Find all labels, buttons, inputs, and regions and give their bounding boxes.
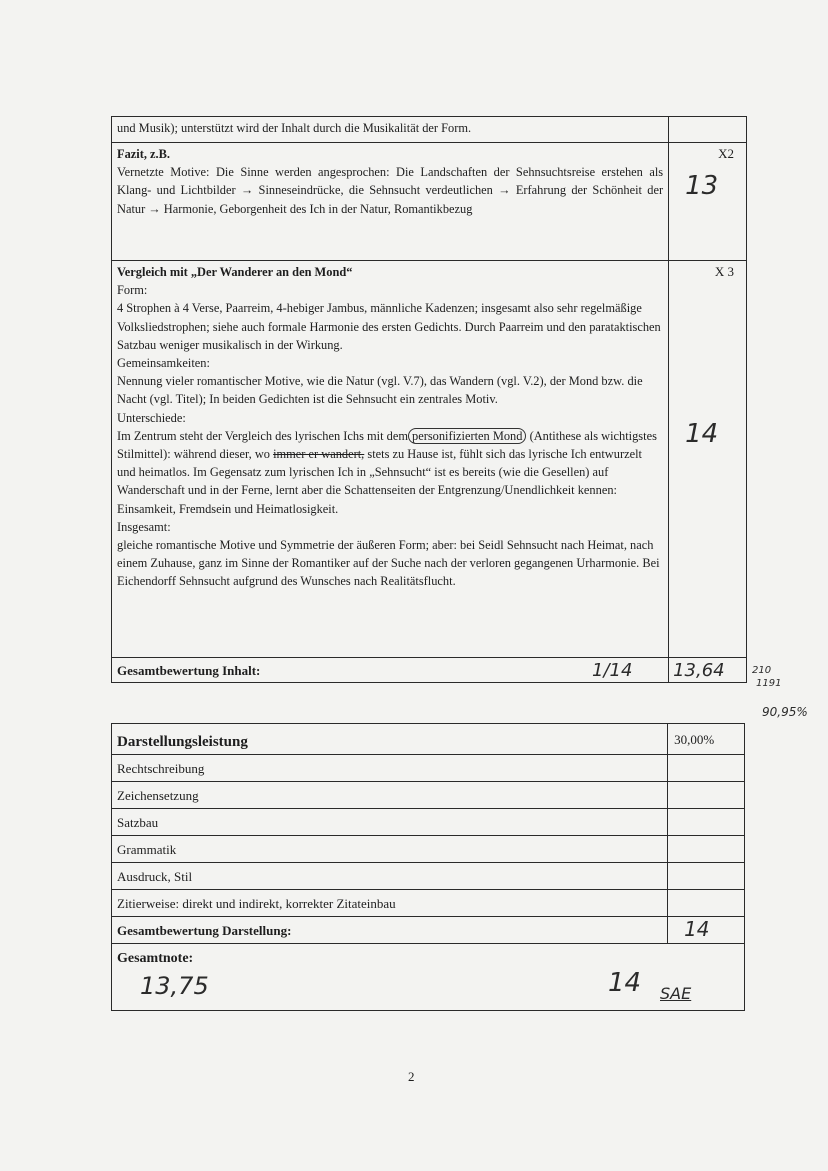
margin-note-1: 210 [752, 665, 772, 676]
content-total-label: Gesamtbewertung Inhalt: [117, 663, 261, 678]
table-row [112, 782, 745, 809]
gemeinsamkeiten-label: Gemeinsamkeiten: [117, 356, 210, 371]
vergleich-heading: Vergleich mit „Der Wanderer an den Mond“ [117, 265, 353, 279]
criterion-label: Grammatik [117, 842, 177, 857]
criterion-label: Ausdruck, Stil [117, 869, 193, 884]
grader-initials: SAE [660, 984, 692, 1003]
table-row [112, 724, 745, 755]
table-row [112, 836, 745, 863]
form-text: 4 Strophen à 4 Verse, Paarreim, 4-hebiger Jambus, männliche Kadenzen; insgesamt also sehr regelmäßige Volksliedstrophen; siehe auch formale Harmonie des ersten Gedichts. Durch Paarreim und den parataktischen Satzbau weniger musikalisch in der Wirkung. [117, 301, 661, 352]
presentation-total-label: Gesamtbewertung Darstellung: [117, 923, 292, 938]
table-row [112, 809, 745, 836]
insgesamt-label: Insgesamt: [117, 519, 171, 534]
criterion-label: Zeichensetzung [117, 788, 199, 803]
content-total-score: 13,64 [673, 660, 725, 681]
page-number: 2 [408, 1069, 415, 1084]
table-row [112, 944, 745, 1011]
final-grade-right: 14 [608, 968, 642, 998]
darstellung-heading: Darstellungsleistung [117, 734, 248, 750]
insgesamt-text: gleiche romantische Motive und Symmetrie der äußeren Form; aber: bei Seidl Sehnsucht nach Heimat, nach einem Zuhause, ganz im Sinne der Romantiker auf der Suche nach der verloren gegangenen Urharmonie. Bei Eichendorff Sehnsucht aufgrund des Wunsches nach Realitätsflucht. [117, 538, 660, 589]
table-row [112, 890, 745, 917]
intro-text: und Musik); unterstützt wird der Inhalt durch die Musikalität der Form. [117, 121, 472, 135]
margin-note-3: 90,95% [762, 705, 808, 719]
gemeinsamkeiten-text: Nennung vieler romantischer Motive, wie die Natur (vgl. V.7), das Wandern (vgl. V.2), der Mond bzw. die Nacht (vgl. Titel); In beiden Gedichten ist die Sehnsucht ein zentrales Motiv. [117, 374, 643, 407]
content-total-handwritten: 1/14 [592, 660, 633, 681]
table-row [112, 658, 747, 683]
margin-note-2: 1191 [756, 678, 782, 689]
circled-annotation: personifizierten Mond [408, 428, 526, 444]
table-row [112, 117, 747, 143]
darstellung-percent: 30,00% [674, 732, 715, 747]
fazit-weight: X2 [718, 146, 734, 161]
presentation-total-score: 14 [684, 917, 710, 941]
table-row [112, 863, 745, 890]
fazit-body: Vernetzte Motive: Die Sinne werden angesprochen: Die Landschaften der Sehnsuchtsreise erstehen als Klang- und Lichtbilder → Sinneseindrücke, die Sehnsucht verdeutlichen → Erfahrung der Schönheit der Natur → Harmonie, Geborgenheit des Ich in der Natur, Romantikbezug [117, 165, 664, 216]
criterion-label: Satzbau [117, 815, 159, 830]
table-row [112, 755, 745, 782]
criterion-label: Zitierweise: direkt und indirekt, korrekter Zitateinbau [117, 896, 396, 911]
table-row [112, 261, 747, 658]
unterschiede-label: Unterschiede: [117, 410, 186, 425]
vergleich-handwritten-score: 14 [685, 419, 719, 449]
table-row [112, 143, 747, 261]
criterion-label: Rechtschreibung [117, 761, 205, 776]
fazit-heading: Fazit, z.B. [117, 147, 170, 161]
form-label: Form: [117, 283, 148, 298]
final-grade-label: Gesamtnote: [117, 951, 194, 966]
fazit-handwritten-score: 13 [685, 171, 719, 201]
vergleich-weight: X 3 [714, 264, 734, 279]
struck-text: immer er wandert, [273, 447, 365, 462]
content-grading-table [111, 116, 747, 683]
table-row [112, 917, 745, 944]
unterschiede-text: Im Zentrum steht der Vergleich des lyrischen Ichs mit dem personifizierten Mond (Antithese als wichtigstes Stilmittel): während dieser, wo immer er wandert, stets zu Hause ist, fühlt sich das lyrische Ich entwurzelt und heimatlos. Im Gegensatz zum lyrischen Ich in „Sehnsucht“ ist es bereits (wie die Gesellen) auf Wanderschaft und in der Ferne, lernt aber die Schattenseiten der Entgrenzung/Unendlichkeit kennen: Einsamkeit, Fremdsein und Heimatlosigkeit. [117, 428, 657, 516]
presentation-grading-table [111, 723, 745, 1011]
final-grade-left: 13,75 [140, 972, 209, 1000]
